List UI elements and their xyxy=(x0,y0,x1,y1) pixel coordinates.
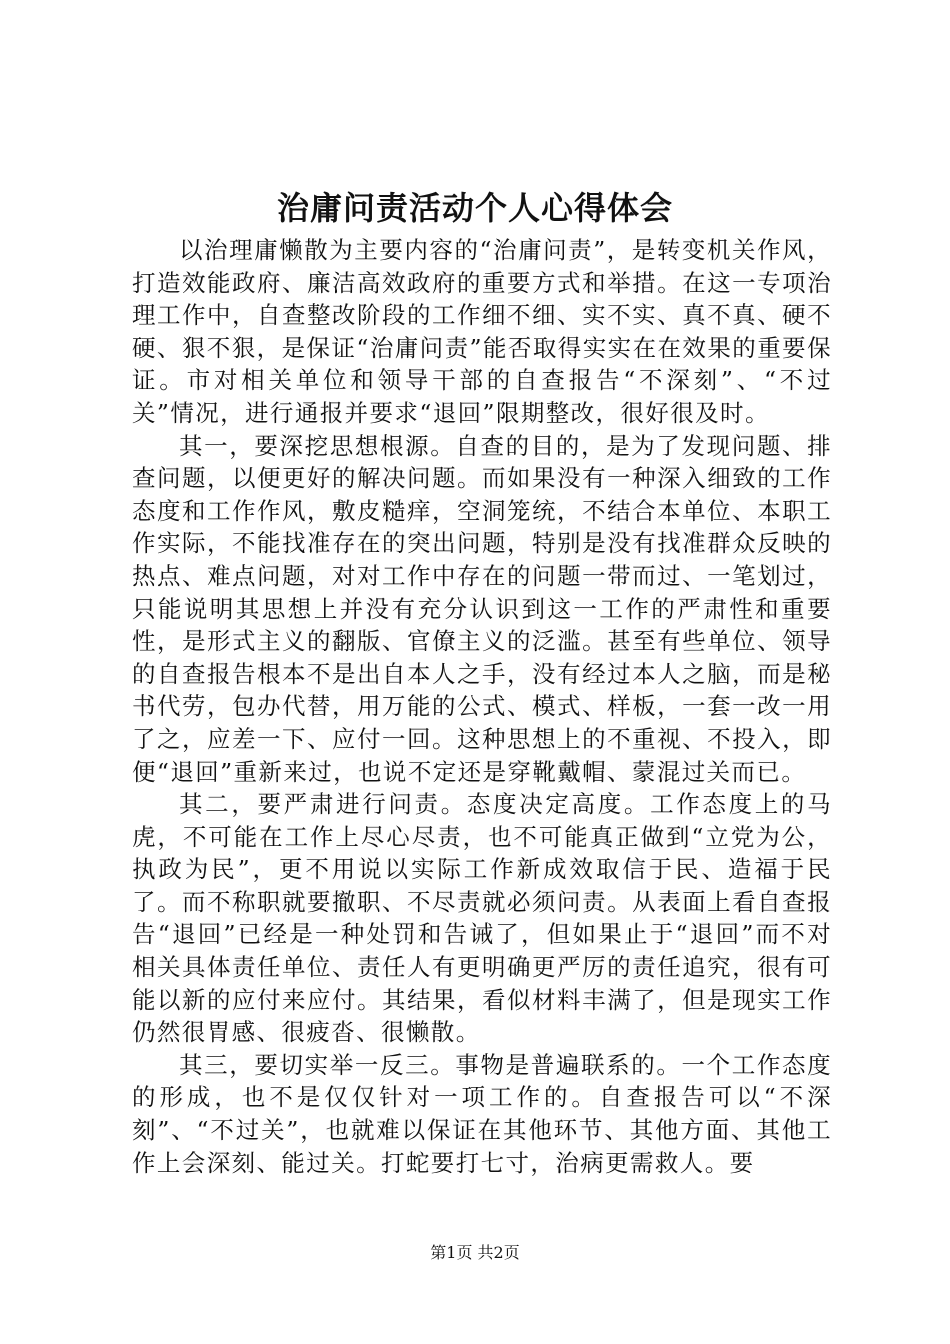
paragraph-intro: 以治理庸懒散为主要内容的“治庸问责”，是转变机关作风，打造效能政府、廉洁高效政府的重要方式和举措。在这一专项治理工作中，自查整改阶段的工作细不细、实不实、真不真、硬不硬、狠不狠，是保证“治庸问责”能否取得实实在在效果的重要保证。市对相关单位和领导干部的自查报告“不深刻”、“不过关”情况，进行通报并要求“退回”限期整改，很好很及时。 xyxy=(132,236,832,427)
document-title: 治庸问责活动个人心得体会 xyxy=(276,189,673,227)
document-body xyxy=(132,234,832,1179)
page-number-footer: 第1页 共2页 xyxy=(430,1243,520,1262)
paragraph-point-three: 其三，要切实举一反三。事物是普遍联系的。一个工作态度的形成，也不是仅仅针对一项工作的。自查报告可以“不深刻”、“不过关”，也就难以保证在其他环节、其他方面、其他工作上会深刻、能过关。打蛇要打七寸，治病更需救人。要 xyxy=(132,1050,832,1177)
paragraph-point-one: 其一，要深挖思想根源。自查的目的，是为了发现问题、排查问题，以便更好的解决问题。而如果没有一种深入细致的工作态度和工作作风，敷皮糙痒，空洞笼统，不结合本单位、本职工作实际，不能找准存在的突出问题，特别是没有找准群众反映的热点、难点问题，对对工作中存在的问题一带而过、一笔划过，只能说明其思想上并没有充分认识到这一工作的严肃性和重要性，是形式主义的翻版、官僚主义的泛滥。甚至有些单位、领导的自查报告根本不是出自本人之手，没有经过本人之脑，而是秘书代劳，包办代替，用万能的公式、模式、样板，一套一改一用了之，应差一下、应付一回。这种思想上的不重视、不投入，即便“退回”重新来过，也说不定还是穿靴戴帽、蒙混过关而已。 xyxy=(132,431,832,786)
paragraph-point-two: 其二，要严肃进行问责。态度决定高度。工作态度上的马虎，不可能在工作上尽心尽责，也不可能真正做到“立党为公，执政为民”，更不用说以实际工作新成效取信于民、造福于民了。而不称职就要撤职、不尽责就必须问责。从表面上看自查报告“退回”已经是一种处罚和告诫了，但如果止于“退回”而不对相关具体责任单位、责任人有更明确更严厉的责任追究，很有可能以新的应付来应付。其结果，看似材料丰满了，但是现实工作仍然很胃感、很疲沓、很懒散。 xyxy=(132,790,832,1047)
